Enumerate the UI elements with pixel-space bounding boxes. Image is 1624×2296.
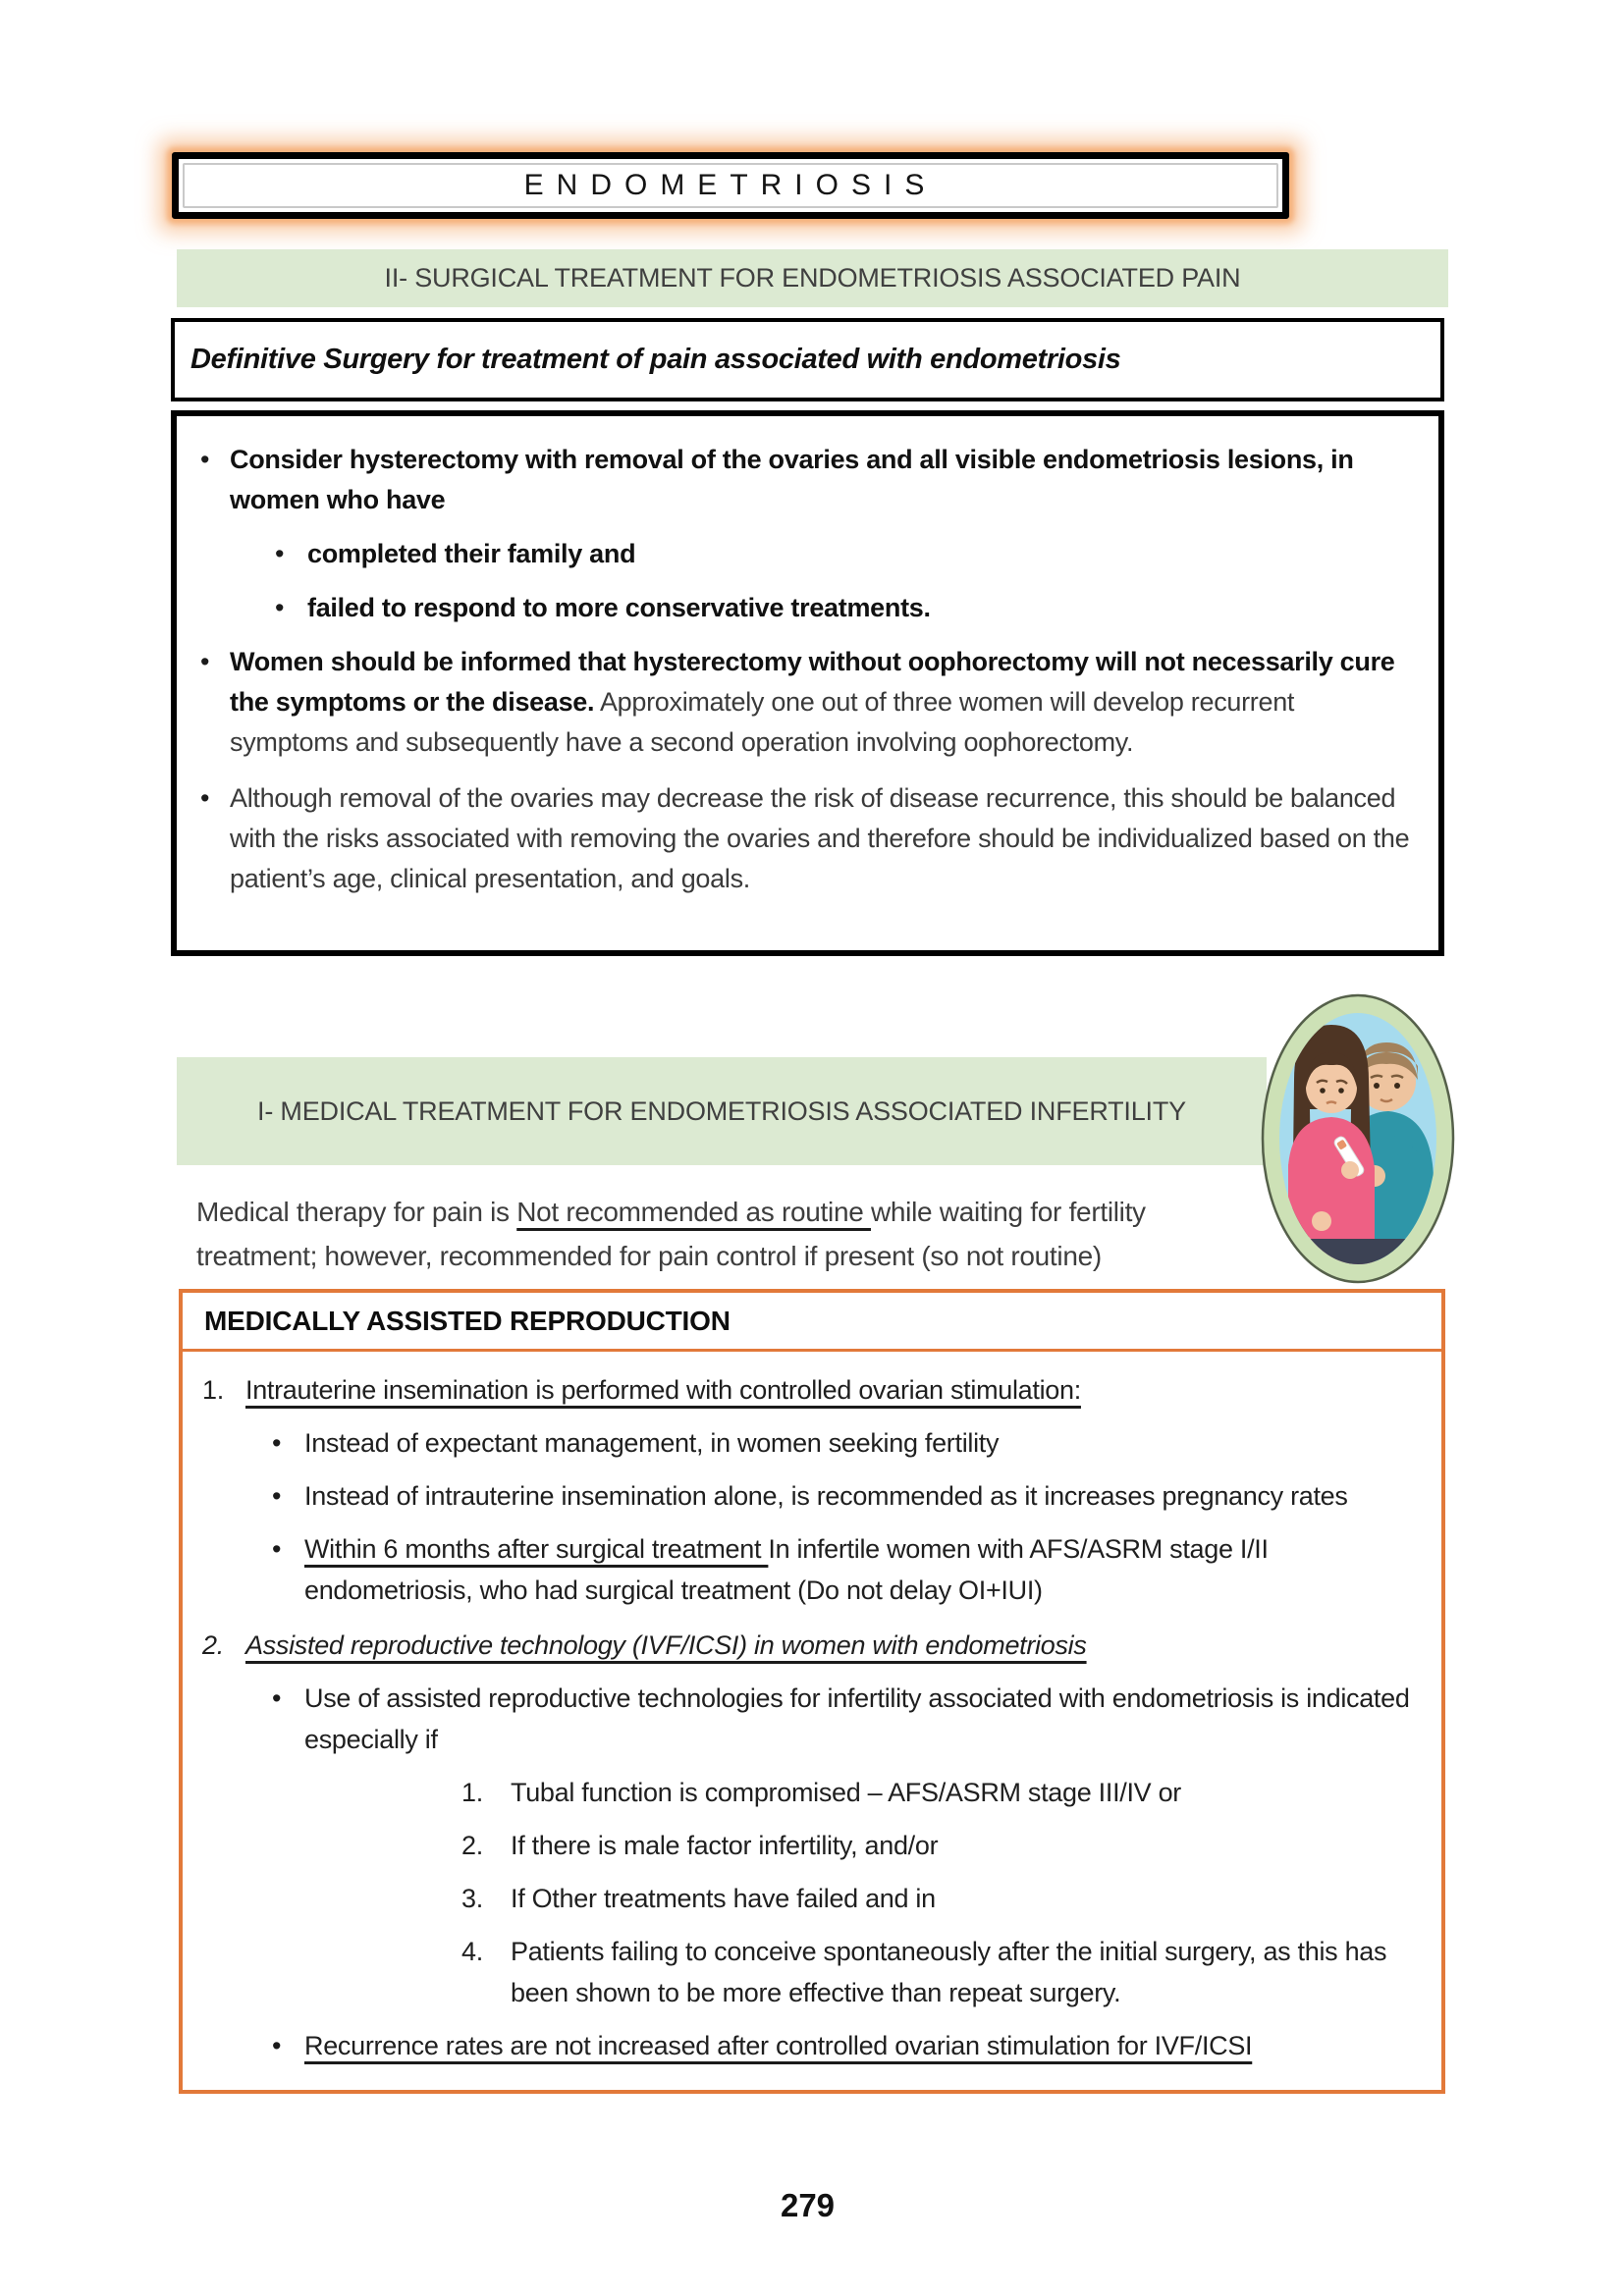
title-banner-inner (183, 163, 1278, 208)
numbered-item-1 (202, 1369, 1416, 1411)
bullet-text: completed their family and (307, 539, 636, 568)
sub-list (272, 1678, 1416, 1760)
list-item (272, 1475, 1416, 1517)
bullet-text-rest: In infertile women with AFS/ASRM stage I/II endometriosis, who had surgical treatment (Do not delay OI+IUI) (304, 1534, 1269, 1605)
numbered-sub-item (461, 1825, 1416, 1866)
mar-box-content (183, 1352, 1441, 2066)
surgical-bullets-box (171, 410, 1444, 956)
sub-item-number: 3. (461, 1884, 483, 1913)
section-header-surgical-label: II- SURGICAL TREATMENT FOR ENDOMETRIOSIS ASSOCIATED PAIN (384, 263, 1241, 293)
list-item (200, 778, 1415, 899)
page-title: ENDOMETRIOSIS (523, 169, 938, 201)
item-number: 1. (202, 1375, 224, 1405)
definitive-surgery-title: Definitive Surgery for treatment of pain associated with endometriosis (190, 344, 1121, 375)
sub-item-text: Tubal function is compromised – AFS/ASRM stage III/IV or (511, 1778, 1181, 1807)
list-item (272, 2025, 1416, 2066)
list-item (272, 1422, 1416, 1464)
bullet-marker: • (275, 539, 285, 568)
item-text: Intrauterine insemination is performed with controlled ovarian stimulation: (245, 1375, 1081, 1405)
item-text: Assisted reproductive technology (IVF/ICSI) in women with endometriosis (245, 1630, 1087, 1660)
bullet-text: Recurrence rates are not increased after controlled ovarian stimulation for IVF/ICSI (304, 2031, 1253, 2060)
bullet-text: Instead of intrauterine insemination alone, is recommended as it increases pregnancy rates (304, 1481, 1348, 1511)
section-header-surgical (177, 249, 1448, 307)
bullet-text (304, 1528, 1416, 1611)
list-item (272, 1528, 1416, 1611)
bullet-marker: • (272, 1683, 282, 1713)
bullet-text-bold: Women should be informed that hysterectomy without oophorectomy will not necessarily cure the symptoms or the disease. (230, 647, 1395, 717)
intro-underlined: Not recommended as routine (516, 1197, 871, 1227)
page-number: 279 (780, 2187, 836, 2223)
bullet-marker: • (272, 1534, 282, 1564)
numbered-sub-item (461, 1931, 1416, 2013)
bullet-marker: • (275, 593, 285, 622)
bullet-text: Instead of expectant management, in women seeking fertility (304, 1428, 1000, 1458)
intro-pre: Medical therapy for pain is (196, 1197, 517, 1227)
list-item (272, 1678, 1416, 1760)
bullet-marker: • (200, 445, 210, 474)
definitive-surgery-box (171, 318, 1444, 401)
couple-with-pregnancy-test-illustration (1259, 991, 1457, 1286)
sub-list (272, 2025, 1416, 2066)
bullet-text: failed to respond to more conservative treatments. (307, 593, 931, 622)
medical-intro-paragraph (196, 1190, 1218, 1278)
numbered-item-2 (202, 1625, 1416, 1666)
bullet-marker: • (200, 647, 210, 676)
section-header-medical-label: I- MEDICAL TREATMENT FOR ENDOMETRIOSIS ASSOCIATED INFERTILITY (257, 1095, 1186, 1126)
bullet-marker: • (272, 1428, 282, 1458)
bullet-marker: • (272, 2031, 282, 2060)
sub-item-text: If Other treatments have failed and in (511, 1884, 936, 1913)
bullet-text-underlined: Within 6 months after surgical treatment (304, 1534, 769, 1564)
sub-item-text: If there is male factor infertility, and/or (511, 1831, 939, 1860)
sub-item-number: 2. (461, 1831, 483, 1860)
bullet-text: Consider hysterectomy with removal of the ovaries and all visible endometriosis lesions, in women who have (230, 445, 1354, 514)
numbered-sub-item (461, 1772, 1416, 1813)
sub-list (272, 1422, 1416, 1611)
intro-post: while waiting for fertility treatment; however, recommended for pain control if present (so not routine) (196, 1197, 1146, 1271)
list-item (200, 642, 1415, 763)
list-item (275, 588, 1415, 628)
list-item (200, 440, 1415, 520)
sub-item-number: 1. (461, 1778, 483, 1807)
bullet-text (230, 642, 1415, 763)
sub-list (275, 534, 1415, 628)
mar-box (179, 1289, 1445, 2094)
mar-box-header (183, 1293, 1441, 1352)
bullet-marker: • (272, 1481, 282, 1511)
item-number: 2. (202, 1630, 224, 1660)
title-banner (172, 152, 1289, 219)
bullet-text-regular: Approximately one out of three women will develop recurrent symptoms and subsequently have a second operation involving oophorectomy. (230, 687, 1295, 757)
bullet-marker: • (200, 783, 210, 813)
bullet-text: Use of assisted reproductive technologies for infertility associated with endometriosis is indicated especially if (304, 1683, 1410, 1754)
section-header-medical (177, 1057, 1267, 1165)
numbered-sub-item (461, 1878, 1416, 1919)
list-item (275, 534, 1415, 574)
mar-box-title: MEDICALLY ASSISTED REPRODUCTION (204, 1305, 731, 1336)
sub-item-number: 4. (461, 1937, 483, 1966)
sub-item-text: Patients failing to conceive spontaneously after the initial surgery, as this has been shown to be more effective than repeat surgery. (511, 1937, 1387, 2007)
bullet-text: Although removal of the ovaries may decrease the risk of disease recurrence, this should be balanced with the risks associated with removing the ovaries and therefore should be individualized based on the patient’s age, clinical presentation, and goals. (230, 783, 1410, 893)
